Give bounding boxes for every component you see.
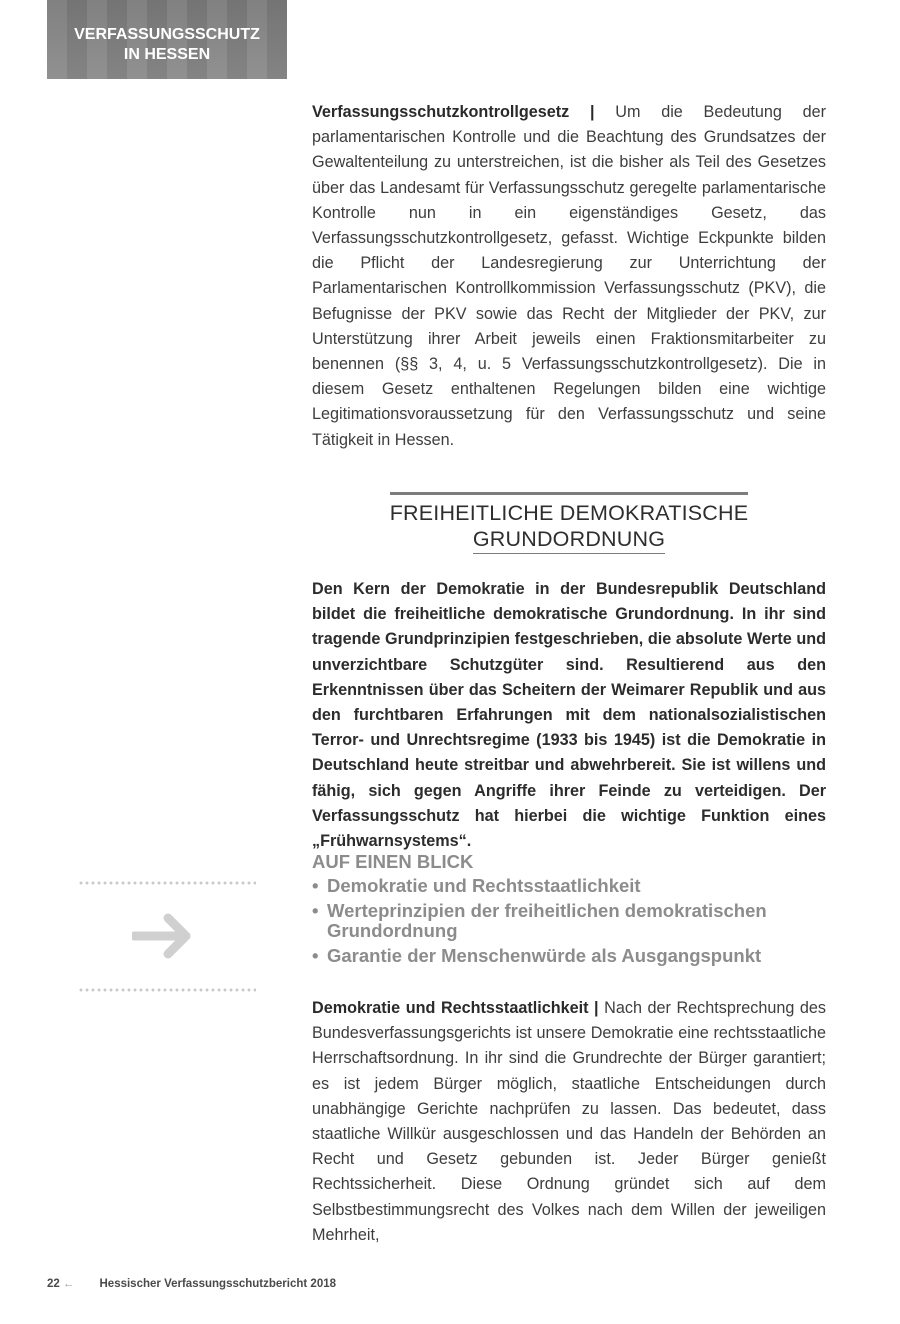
back-arrow-icon[interactable]: ← xyxy=(62,1278,75,1290)
lead-paragraph: Den Kern der Demokratie in der Bundesrepublik Deutschland bildet die freiheitliche demokratische Grundordnung. In ihr sind tragende Grundprinzipien festgeschrieben, die absolute Werte und unverzichtbare Schutzgüter sind. Resultierend aus den Erkenntnissen über das Scheitern der Weimarer Republik und aus den furchtbaren Erfahrungen mit dem nationalsozialistischen Terror- und Unrechtsregime (1933 bis 1945) ist die Demokratie in Deutschland heute streitbar und abwehrbereit. Sie ist willens und fähig, sich gegen Angriffe ihrer Feinde zu verteidigen. Der Verfassungsschutz hat hierbei die wichtige Funktion eines „Frühwarnsystems“. xyxy=(312,580,826,851)
at-a-glance-box xyxy=(312,850,826,971)
section-title xyxy=(312,500,826,554)
intro-paragraph xyxy=(312,100,826,453)
at-a-glance-title: AUF EINEN BLICK xyxy=(312,851,474,872)
list-item: • Demokratie und Rechtsstaatlichkeit xyxy=(312,876,826,896)
democracy-paragraph-block xyxy=(312,996,826,1248)
democracy-text: Nach der Rechtsprechung des Bundesverfassungsgerichts ist unsere Demokratie eine rechtsstaatliche Herrschaftsordnung. In ihr sind die Grundrechte der Bürger garantiert; es ist jedem Bürger möglich, staatliche Entscheidungen durch unabhängige Gerichte nachprüfen zu lassen. Das bedeutet, dass staatliche Willkür ausgeschlossen und das Handeln der Behörden an Recht und Gesetz gebunden ist. Jeder Bürger genießt Rechtssicherheit. Diese Ordnung gründet sich auf dem Selbstbestimmungsrecht des Volkes nach dem Willen der jeweiligen Mehrheit, xyxy=(312,999,826,1244)
page-number-link[interactable] xyxy=(47,1278,74,1290)
page-footer xyxy=(47,1278,336,1290)
intro-lead-in: Verfassungsschutzkontrollgesetz | xyxy=(312,103,595,121)
page-number: 22 xyxy=(47,1278,60,1290)
democracy-paragraph xyxy=(312,996,826,1248)
section-top-rule xyxy=(390,492,748,495)
list-item: • Garantie der Menschenwürde als Ausgangspunkt xyxy=(312,946,826,966)
publication-title: Hessischer Verfassungsschutzbericht 2018 xyxy=(99,1278,337,1290)
header-line-2: IN HESSEN xyxy=(123,46,211,63)
list-item: • Werteprinzipien der freiheitlichen demokratischen Grundordnung xyxy=(312,901,826,941)
arrow-right-icon xyxy=(132,912,194,960)
at-a-glance-list xyxy=(312,876,826,966)
dotted-divider-bottom xyxy=(78,988,256,992)
intro-text: Um die Bedeutung der parlamentarischen Kontrolle und die Beachtung des Grundsatzes der Gewaltenteilung zu unterstreichen, ist die bisher als Teil des Gesetzes über das Landesamt für Verfassungsschutz geregelte parlamentarische Kontrolle nun in ein eigenständiges Gesetz, das Verfassungsschutzkontrollgesetz, gefasst. Wichtige Eckpunkte bilden die Pflicht der Landesregierung zur Unterrichtung der Parlamentarischen Kontrollkommission Verfassungsschutz (PKV), die Befugnisse der PKV sowie das Recht der Mitglieder der PKV, zur Unterstützung ihrer Arbeit jeweils einen Fraktionsmitarbeiter zu benennen (§§ 3, 4, u. 5 Verfassungsschutzkontrollgesetz). Die in diesem Gesetz enthaltenen Regelungen bilden eine wichtige Legitimationsvoraussetzung für den Verfassungsschutz und seine Tätigkeit in Hessen. xyxy=(312,103,826,449)
democracy-lead-in: Demokratie und Rechtsstaatlichkeit | xyxy=(312,999,599,1017)
dotted-divider-top xyxy=(78,881,256,885)
section-title-line-1: FREIHEITLICHE DEMOKRATISCHE xyxy=(389,501,749,525)
section-title-line-2: GRUNDORDNUNG xyxy=(473,526,665,554)
lead-paragraph-block xyxy=(312,577,826,854)
section-header-badge xyxy=(47,0,287,79)
intro-paragraph-block xyxy=(312,100,826,453)
header-line-1: VERFASSUNGSSCHUTZ xyxy=(74,26,260,43)
